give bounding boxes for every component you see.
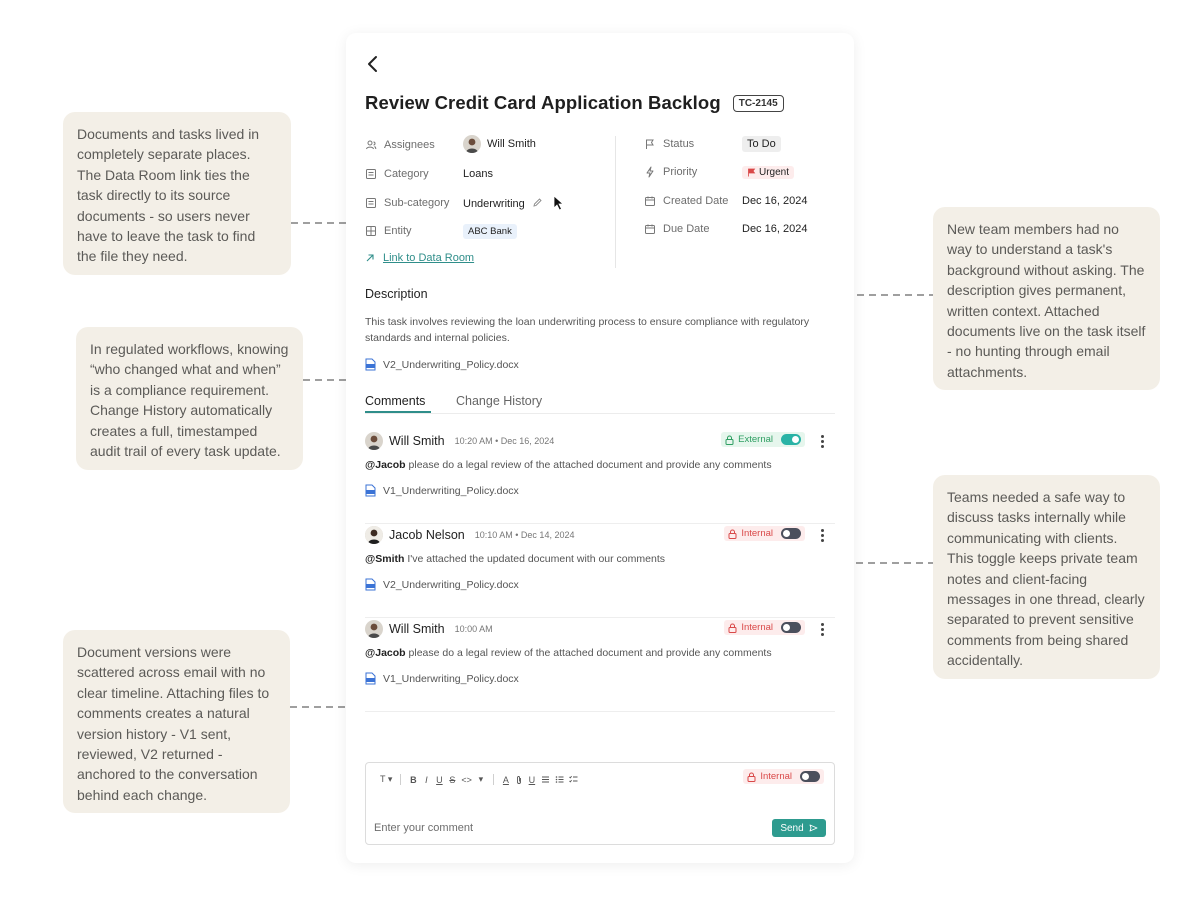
due-date-value[interactable]: Dec 16, 2024 [742, 223, 808, 235]
comment-timestamp: 10:10 AM • Dec 14, 2024 [474, 530, 575, 540]
comment-mention[interactable]: @Jacob [365, 647, 406, 659]
comment-author: Will Smith [389, 622, 445, 636]
visibility-label: Internal [741, 622, 773, 633]
tab-comments[interactable]: Comments [365, 394, 426, 408]
send-button[interactable] [772, 819, 826, 837]
underline-alt-button[interactable]: U [528, 774, 536, 785]
comment-item [365, 525, 835, 618]
comment-editor [365, 762, 835, 845]
visibility-badge-external [721, 432, 805, 447]
visibility-toggle[interactable] [781, 528, 801, 539]
visibility-label: Internal [741, 528, 773, 539]
field-category [365, 165, 493, 183]
back-arrow-icon[interactable] [362, 53, 384, 75]
created-date-value: Dec 16, 2024 [742, 195, 808, 207]
comment-author: Jacob Nelson [389, 528, 465, 542]
flag-icon [644, 138, 656, 150]
entity-label: Entity [384, 225, 412, 237]
comment-attachment[interactable] [365, 672, 519, 685]
callout-toggle-note: Teams needed a safe way to discuss tasks internally while communicating with clients. This toggle keeps private team notes and client-facing messages in one thread, clearly separated to prevent sensitive comments from being shared accidentally. [933, 475, 1160, 679]
comment-item [365, 431, 835, 524]
grid-icon [365, 225, 377, 237]
data-room-link[interactable] [365, 252, 474, 264]
comment-item [365, 619, 835, 712]
priority-label: Priority [663, 166, 698, 178]
subcategory-value[interactable] [463, 197, 543, 210]
callout-compliance-note: In regulated workflows, knowing “who changed what and when” is a compliance requirement. Change History automatically creates a full, timestamped audit trail of every task update. [76, 327, 303, 470]
lock-icon [728, 623, 737, 633]
comment-text: please do a legal review of the attached document and provide any comments [408, 459, 772, 471]
subcategory-icon [365, 197, 377, 209]
visibility-badge-internal [724, 620, 805, 635]
comment-attachment-name: V2_Underwriting_Policy.docx [383, 578, 519, 591]
strikethrough-button[interactable]: S [449, 774, 456, 785]
editor-visibility-badge [743, 769, 824, 784]
text-color-button[interactable]: A [502, 774, 509, 785]
visibility-toggle[interactable] [781, 434, 801, 445]
category-icon [365, 168, 377, 180]
task-detail-card [346, 33, 854, 863]
entity-badge[interactable]: ABC Bank [463, 224, 517, 239]
send-icon [809, 824, 818, 832]
description-attachment[interactable] [365, 358, 519, 371]
field-status [644, 135, 776, 153]
due-date-label: Due Date [663, 223, 710, 235]
bold-button[interactable]: B [410, 774, 417, 785]
comment-attachment[interactable] [365, 484, 519, 497]
external-link-arrow-icon [365, 253, 375, 263]
subcategory-label: Sub-category [384, 197, 450, 209]
assignee-name: Will Smith [487, 138, 536, 150]
field-assignees [365, 136, 536, 154]
callout-versions-note: Document versions were scattered across email with no clear timeline. Attaching files to comments creates a natural version history - V1 sent, reviewed, V2 returned - anchored to the conversation behind each change. [63, 630, 290, 813]
comment-author: Will Smith [389, 434, 445, 448]
lock-icon [728, 529, 737, 539]
visibility-toggle[interactable] [800, 771, 820, 782]
description-attachment-name: V2_Underwriting_Policy.docx [383, 358, 519, 371]
active-tab-indicator [365, 411, 431, 413]
comment-attachment-name: V1_Underwriting_Policy.docx [383, 672, 519, 685]
send-button-label: Send [780, 822, 804, 834]
toolbar-divider [493, 774, 494, 785]
title-row [365, 92, 784, 114]
tab-change-history[interactable]: Change History [456, 394, 543, 408]
field-entity [365, 222, 512, 240]
lock-icon [725, 435, 734, 445]
users-icon [365, 139, 377, 151]
bullet-list-icon[interactable] [555, 775, 564, 784]
italic-button[interactable]: I [425, 774, 428, 785]
mouse-pointer-icon [553, 195, 565, 211]
callout-data-room-note: Documents and tasks lived in completely separate places. The Data Room link ties the task directly to its source documents - so users never have to leave the task to find the file they need. [63, 112, 291, 275]
comment-mention[interactable]: @Smith [365, 553, 405, 565]
category-label: Category [384, 168, 429, 180]
calendar-icon [644, 195, 656, 207]
document-icon [365, 358, 376, 371]
document-icon [365, 484, 376, 497]
field-subcategory [365, 194, 525, 212]
urgent-flag-icon [747, 168, 756, 177]
callout-description-note: New team members had no way to understand a task's background without asking. The description gives permanent, written context. Attached documents live on the task itself - no hunting through email attachments. [933, 207, 1160, 390]
comment-header [365, 619, 493, 639]
visibility-badge-internal [724, 526, 805, 541]
checklist-icon[interactable] [569, 775, 578, 784]
created-date-label: Created Date [663, 195, 729, 207]
comment-header [365, 431, 554, 451]
comment-body [365, 459, 772, 471]
avatar [463, 135, 481, 153]
comment-body [365, 647, 772, 659]
subcategory-text: Underwriting [463, 197, 525, 210]
text-style-dropdown[interactable]: T ▾ [380, 774, 393, 784]
comment-input[interactable] [374, 819, 754, 837]
comment-timestamp: 10:20 AM • Dec 16, 2024 [454, 436, 555, 446]
priority-badge[interactable] [742, 166, 794, 179]
more-options-icon[interactable] [815, 433, 829, 449]
avatar [365, 432, 383, 450]
assignees-label: Assignees [384, 139, 435, 151]
fields-divider [615, 136, 616, 268]
underline-button[interactable]: U [436, 774, 443, 785]
data-room-link-label: Link to Data Room [383, 252, 475, 264]
description-text: This task involves reviewing the loan underwriting process to ensure compliance with regulatory standards and internal policies. [365, 316, 810, 344]
more-options-icon[interactable] [815, 621, 829, 637]
priority-text: Urgent [759, 166, 790, 178]
visibility-label: Internal [760, 771, 792, 782]
status-badge[interactable]: To Do [742, 136, 781, 152]
more-formatting-dropdown-icon[interactable]: ▾ [478, 774, 484, 784]
field-created-date [644, 192, 808, 210]
comment-mention[interactable]: @Jacob [365, 459, 406, 471]
pencil-icon[interactable] [532, 197, 543, 208]
comment-text: I've attached the updated document with our comments [407, 553, 665, 565]
visibility-toggle[interactable] [781, 622, 801, 633]
formatting-toolbar [380, 774, 578, 785]
field-due-date [644, 220, 808, 238]
comment-text: please do a legal review of the attached document and provide any comments [408, 647, 772, 659]
lock-icon [747, 772, 756, 782]
align-icon[interactable] [541, 775, 550, 784]
field-priority [644, 163, 790, 181]
status-label: Status [663, 138, 695, 150]
lightning-icon [644, 166, 656, 178]
comment-tabs [365, 392, 835, 414]
toolbar-divider [400, 774, 401, 785]
avatar [365, 620, 383, 638]
comment-body [365, 553, 665, 565]
avatar [365, 526, 383, 544]
comment-attachment-name: V1_Underwriting_Policy.docx [383, 484, 519, 497]
assignee-chip[interactable] [463, 135, 536, 153]
comment-attachment[interactable] [365, 578, 519, 591]
comment-header [365, 525, 574, 545]
task-id-badge: TC-2145 [733, 95, 784, 112]
category-value[interactable]: Loans [463, 168, 493, 180]
code-button[interactable]: <> [461, 774, 472, 785]
description-heading: Description [365, 287, 428, 301]
document-icon [365, 672, 376, 685]
comment-timestamp: 10:00 AM [454, 624, 493, 634]
more-options-icon[interactable] [815, 527, 829, 543]
calendar-icon [644, 223, 656, 235]
paperclip-icon[interactable] [515, 775, 523, 785]
visibility-label: External [738, 434, 773, 445]
document-icon [365, 578, 376, 591]
task-title: Review Credit Card Application Backlog [365, 92, 721, 113]
